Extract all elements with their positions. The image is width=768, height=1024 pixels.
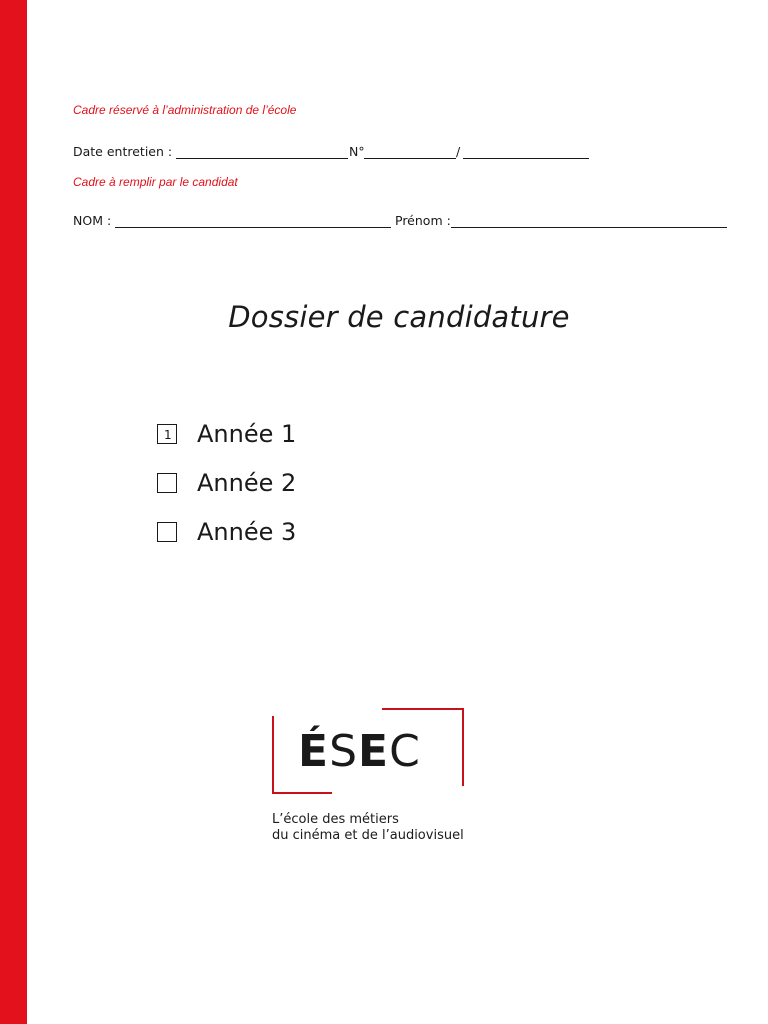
logo-letter-e: E — [358, 726, 390, 777]
checkbox-annee-1[interactable] — [157, 424, 177, 444]
checkbox-mark: 1 — [164, 428, 172, 442]
page-title: Dossier de candidature — [228, 300, 570, 334]
date-entretien-field[interactable] — [176, 158, 348, 159]
logo-frame-right-edge — [462, 708, 464, 786]
prenom-field[interactable] — [451, 227, 727, 228]
admin-section-heading: Cadre réservé à l’administration de l’école — [73, 103, 297, 117]
number-label: N° — [349, 144, 365, 159]
prenom-label: Prénom : — [395, 213, 451, 228]
option-label: Année 1 — [197, 420, 297, 448]
logo-letter-s: S — [329, 726, 358, 777]
nom-field[interactable] — [115, 227, 391, 228]
number-field-part2[interactable] — [463, 158, 589, 159]
number-separator: / — [456, 144, 461, 159]
option-annee-3[interactable] — [157, 517, 296, 547]
logo-letter-c: C — [389, 726, 421, 777]
option-annee-2[interactable] — [157, 468, 296, 498]
date-entretien-label: Date entretien : — [73, 144, 173, 159]
nom-label: NOM : — [73, 213, 112, 228]
checkbox-annee-2[interactable] — [157, 473, 177, 493]
number-field-part1[interactable] — [364, 158, 456, 159]
logo-tagline-line1: L’école des métiers — [272, 812, 399, 827]
logo-letter-e-accent: É — [298, 726, 330, 777]
option-label: Année 2 — [197, 469, 297, 497]
red-side-band — [0, 0, 27, 1024]
esec-logo — [298, 726, 421, 778]
candidate-section-heading: Cadre à remplir par le candidat — [73, 175, 238, 189]
option-label: Année 3 — [197, 518, 297, 546]
logo-frame-left-edge — [272, 716, 274, 794]
logo-frame-top-edge — [382, 708, 464, 710]
logo-tagline-line2: du cinéma et de l’audiovisuel — [272, 828, 464, 843]
option-annee-1[interactable] — [157, 419, 296, 449]
checkbox-annee-3[interactable] — [157, 522, 177, 542]
logo-frame-bottom-edge — [272, 792, 332, 794]
